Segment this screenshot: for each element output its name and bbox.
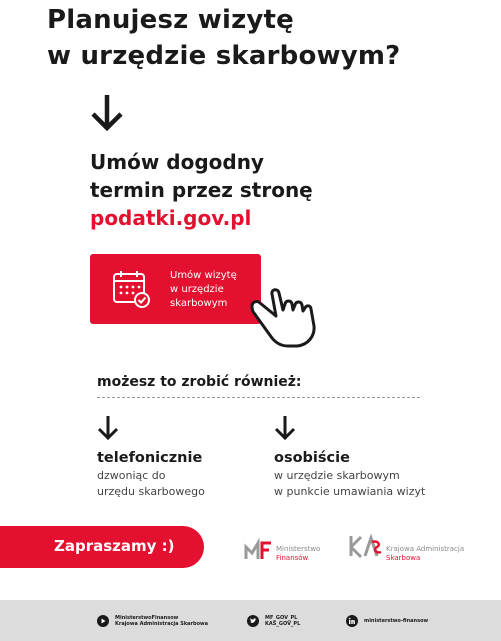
option-phone-title: telefonicznie [97, 450, 203, 466]
calendar-icon [112, 269, 152, 309]
mf-line-2: Finansów [276, 554, 309, 562]
option-inperson-line-1: w urzędzie skarbowym [274, 469, 400, 482]
button-label-line-1: Umów wizytę [170, 270, 237, 281]
kas-text [386, 545, 464, 563]
invite-banner [0, 526, 204, 568]
cta-line-1: Umów dogodny [90, 150, 264, 174]
button-label [170, 269, 237, 311]
option-phone-line-2: urzędu skarbowego [97, 485, 205, 498]
youtube-link[interactable] [97, 613, 208, 629]
podatki-link[interactable]: podatki.gov.pl [90, 206, 252, 230]
ministry-finance-text [276, 545, 320, 563]
cta-line-2: termin przez stronę [90, 178, 313, 202]
kas-logo [348, 534, 382, 560]
arrow-down-icon [89, 93, 125, 133]
invite-text: Zapraszamy :) [54, 537, 175, 555]
button-label-line-3: skarbowym [170, 298, 228, 309]
headline [47, 2, 400, 74]
ministry-finance-logo [244, 537, 272, 561]
option-inperson-title: osobiście [274, 450, 350, 466]
option-inperson-line-2: w punkcie umawiania wizyt [274, 485, 426, 498]
kas-line-1: Krajowa Administracja [386, 545, 465, 553]
twitter-handle-1: MF_GOV_PL [265, 615, 298, 621]
headline-line-1: Planujesz wizytę [47, 5, 295, 35]
also-heading: możesz to zrobić również: [97, 374, 302, 390]
footer-social-bar [0, 600, 501, 641]
youtube-channel-name: MinisterstwoFinansow [115, 615, 179, 621]
button-label-line-2: w urzędzie [170, 284, 224, 295]
twitter-link[interactable] [247, 613, 300, 629]
linkedin-handle: ministerstwo-finansow [364, 618, 429, 624]
youtube-icon [97, 615, 109, 627]
twitter-handle-2: KAS_GOV_PL [265, 621, 301, 627]
pointing-hand-icon [248, 282, 324, 350]
linkedin-link[interactable] [346, 613, 428, 629]
option-phone-line-1: dzwoniąc do [97, 469, 166, 482]
youtube-channel-name-2: Krajowa Administracja Skarbowa [115, 621, 209, 627]
dashed-divider [97, 397, 420, 398]
cta-text [90, 148, 313, 232]
book-visit-button[interactable] [90, 254, 261, 324]
headline-line-2: w urzędzie skarbowym? [47, 41, 401, 71]
kas-line-2: Skarbowa [386, 554, 421, 562]
linkedin-icon [346, 615, 358, 627]
twitter-icon [247, 615, 259, 627]
mf-line-1: Ministerstwo [276, 545, 321, 553]
arrow-down-icon [274, 415, 296, 441]
arrow-down-icon [97, 415, 119, 441]
